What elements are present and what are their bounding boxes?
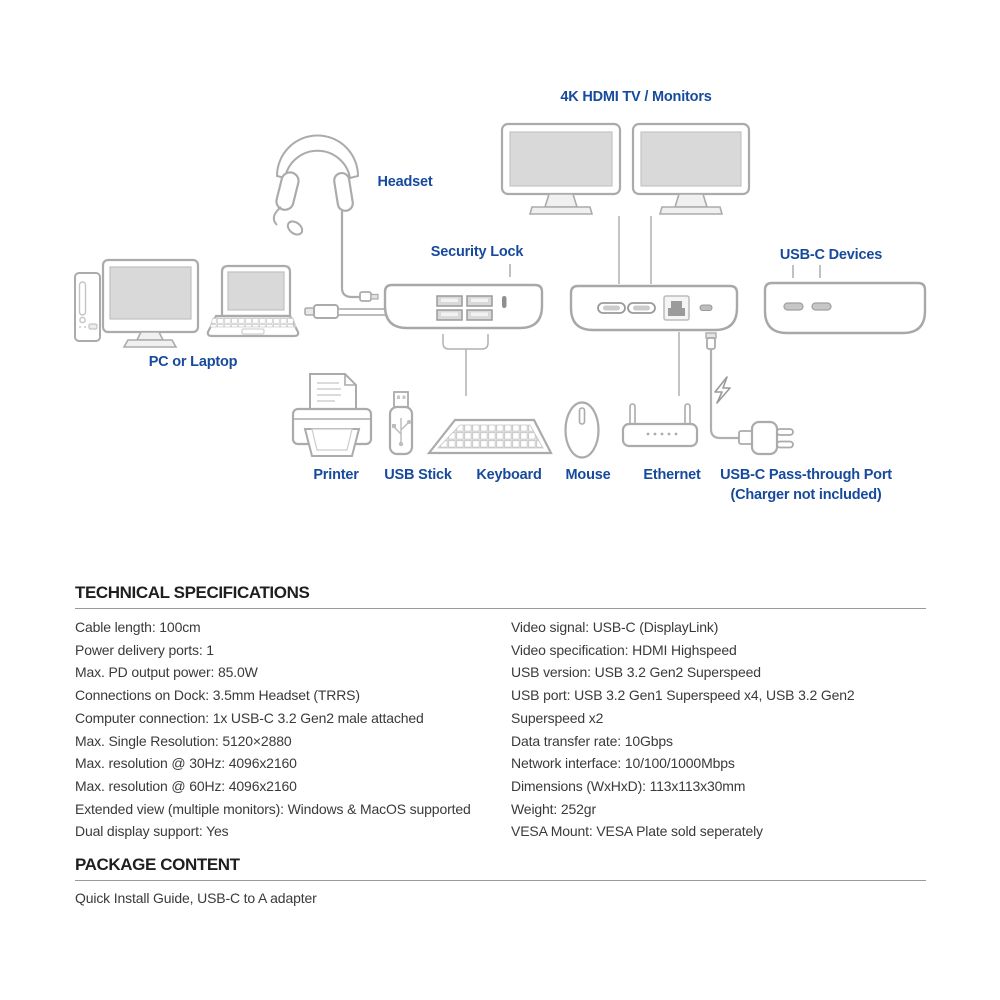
package-content-section xyxy=(75,855,926,906)
usb-c-port-icon xyxy=(784,303,803,310)
spec-line: Connections on Dock: 3.5mm Headset (TRRS) xyxy=(75,687,360,704)
spec-line: USB port: USB 3.2 Gen1 Superspeed x4, USB 3.2 Gen2 Superspeed x2 xyxy=(511,687,855,726)
spec-line: Extended view (multiple monitors): Windows & MacOS supported xyxy=(75,800,471,817)
spec-line: Max. resolution @ 30Hz: 4096x2160 xyxy=(75,755,297,772)
router-icon xyxy=(623,332,697,446)
spec-line: VESA Mount: VESA Plate sold seperately xyxy=(511,823,763,840)
dock-front-icon xyxy=(385,264,542,396)
label-keyboard: Keyboard xyxy=(476,467,542,483)
monitor-icon xyxy=(103,260,198,347)
spec-line: Max. Single Resolution: 5120×2880 xyxy=(75,732,292,749)
spec-line: Power delivery ports: 1 xyxy=(75,641,214,658)
usbc-pointer-lines xyxy=(793,265,820,278)
label-usbc-passthrough-line2: (Charger not included) xyxy=(730,487,882,503)
usb-c-connector-icon xyxy=(305,305,386,318)
technical-specifications-title: TECHNICAL SPECIFICATIONS xyxy=(75,583,926,609)
printer-icon xyxy=(293,374,371,456)
label-security-lock: Security Lock xyxy=(430,244,524,260)
spec-columns xyxy=(75,616,926,843)
label-4k-hdmi-monitors: 4K HDMI TV / Monitors xyxy=(560,89,712,105)
headset-cable xyxy=(342,211,360,297)
usb-c-port-icon xyxy=(700,305,712,311)
spec-line: Video specification: HDMI Highspeed xyxy=(511,641,737,658)
spec-column-right xyxy=(511,616,926,843)
spec-line: Dimensions (WxHxD): 113x113x30mm xyxy=(511,777,746,794)
dock-bracket-line xyxy=(443,334,488,396)
spec-line: Video signal: USB-C (DisplayLink) xyxy=(511,619,719,635)
spec-line: Data transfer rate: 10Gbps xyxy=(511,732,673,749)
hdmi-monitor-left-icon xyxy=(502,124,620,214)
hdmi-monitor-right-icon xyxy=(633,124,749,214)
label-headset: Headset xyxy=(377,174,433,190)
spec-line: Network interface: 10/100/1000Mbps xyxy=(511,755,735,772)
monitor-connection-lines xyxy=(619,216,651,284)
spec-line: Max. PD output power: 85.0W xyxy=(75,664,258,681)
laptop-icon xyxy=(208,266,298,336)
spec-line: USB version: USB 3.2 Gen2 Superspeed xyxy=(511,664,761,681)
spec-line: Cable length: 100cm xyxy=(75,619,201,635)
dock-rear-icon xyxy=(571,286,737,330)
usb-c-port-icon xyxy=(812,303,831,310)
spec-line: Dual display support: Yes xyxy=(75,823,229,840)
spec-column-left xyxy=(75,616,511,843)
spec-line: Max. resolution @ 60Hz: 4096x2160 xyxy=(75,777,297,794)
label-usbc-devices: USB-C Devices xyxy=(779,247,883,263)
technical-specifications-section xyxy=(75,583,926,843)
package-content-title: PACKAGE CONTENT xyxy=(75,855,926,881)
label-mouse: Mouse xyxy=(565,467,611,483)
mouse-icon xyxy=(566,403,599,458)
package-content-text: Quick Install Guide, USB-C to A adapter xyxy=(75,890,317,906)
label-printer: Printer xyxy=(313,467,359,483)
lightning-bolt-icon xyxy=(715,377,730,403)
label-usb-stick: USB Stick xyxy=(384,467,452,483)
usb-stick-icon xyxy=(390,392,412,454)
spec-line: Computer connection: 1x USB-C 3.2 Gen2 male attached xyxy=(75,709,424,726)
pc-tower-icon xyxy=(75,273,100,341)
label-ethernet: Ethernet xyxy=(643,467,701,483)
keyboard-icon xyxy=(429,420,551,453)
label-usbc-passthrough-line1: USB-C Pass-through Port xyxy=(720,467,892,483)
dock-side-icon xyxy=(765,265,925,333)
label-pc-or-laptop: PC or Laptop xyxy=(148,354,238,370)
power-charger-icon xyxy=(706,333,793,454)
spec-line: Weight: 252gr xyxy=(511,800,596,817)
security-lock-slot-icon xyxy=(502,296,507,308)
ethernet-port-icon xyxy=(664,296,689,320)
label-usbc-passthrough xyxy=(720,465,892,505)
